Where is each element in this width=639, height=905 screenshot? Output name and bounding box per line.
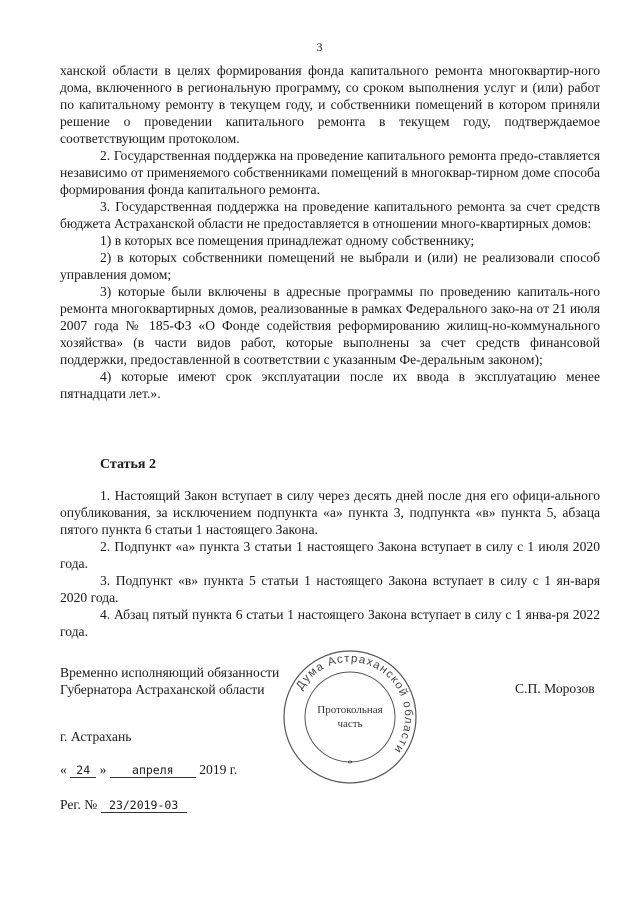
stamp-star: *: [347, 759, 353, 770]
registration-value: 23/2019-03: [101, 799, 187, 813]
signatory-title-line: Губернатора Астраханской области: [60, 682, 265, 697]
city: г. Астрахань: [60, 729, 132, 744]
paragraph: 2. Подпункт «а» пункта 3 статьи 1 настоящего Закона вступает в силу с 1 июля 2020 года.: [60, 539, 600, 571]
signatory-title-line: Временно исполняющий обязанности: [60, 665, 280, 680]
date-year: 2019 г.: [199, 762, 238, 777]
stamp-ring-text: Дума Астраханской области: [294, 652, 415, 756]
stamp-center-text: часть: [337, 718, 363, 730]
date-day: 24: [70, 764, 96, 778]
date-month: апреля: [110, 764, 196, 778]
paragraph: 1. Настоящий Закон вступает в силу через десять дней после дня его офици-ального опубликования, за исключением подпункта «а» пункта 3, подпункта «в» пункта 5, абзаца пятого пункта 6 статьи 1 настоящего Закона.: [60, 488, 600, 537]
signatory-title: [60, 664, 279, 698]
stamp-inner-ring: [305, 672, 395, 762]
law-body-text: [60, 62, 600, 402]
date-close-quote: »: [99, 762, 107, 777]
list-item: 4) которые имеют срок эксплуатации после их ввода в эксплуатацию менее пятнадцати лет.».: [60, 369, 600, 401]
signatory-name: С.П. Морозов: [515, 681, 595, 696]
article-body-text: [60, 487, 600, 640]
signing-date: [60, 762, 237, 778]
list-item: 2) в которых собственники помещений не выбрали и (или) не реализовали способ управления домом;: [60, 250, 600, 282]
paragraph: 4. Абзац пятый пункта 6 статьи 1 настоящего Закона вступает в силу с 1 янва-ря 2022 года.: [60, 607, 600, 639]
article-title: Статья 2: [100, 457, 156, 472]
stamp-center-text: Протокольная: [317, 704, 383, 716]
paragraph: ханской области в целях формирования фонда капитального ремонта многоквартир-ного дома, включенного в региональную программу, со сроком выполнения услуг и (или) работ по капитальному ремонту в текущем году, и собственники помещений в котором приняли решение о проведении капитального ремонта в текущем году, подтверждаемое соответствующим протоколом.: [60, 63, 600, 146]
paragraph: 3. Подпункт «в» пункта 5 статьи 1 настоящего Закона вступает в силу с 1 ян-варя 2020 года.: [60, 573, 600, 605]
official-stamp: [280, 647, 420, 787]
paragraph: 3. Государственная поддержка на проведение капитального ремонта за счет средств бюджета Астраханской области не предоставляется в отношении много-квартирных домов:: [60, 199, 600, 231]
registration-label: Рег. №: [60, 797, 98, 812]
date-open-quote: «: [60, 762, 67, 777]
list-item: 3) которые были включены в адресные программы по проведению капиталь-ного ремонта многоквартирных домов, реализованные в рамках Федерального зако-на от 21 июля 2007 года № 185-ФЗ «О Фонде содействия реформированию жилищ-но-коммунального хозяйства» (в части видов работ, которые выполнены за счет средств финансовой поддержки, предоставленной в соответствии с указанным Фе-деральным законом);: [60, 284, 600, 367]
list-item: 1) в которых все помещения принадлежат одному собственнику;: [100, 233, 475, 248]
page-number: 3: [316, 40, 323, 54]
registration-number: [60, 797, 187, 813]
paragraph: 2. Государственная поддержка на проведение капитального ремонта предо-ставляется независимо от применяемого собственниками помещений в многоквар-тирном доме способа формирования фонда капитального ремонта.: [60, 148, 600, 197]
